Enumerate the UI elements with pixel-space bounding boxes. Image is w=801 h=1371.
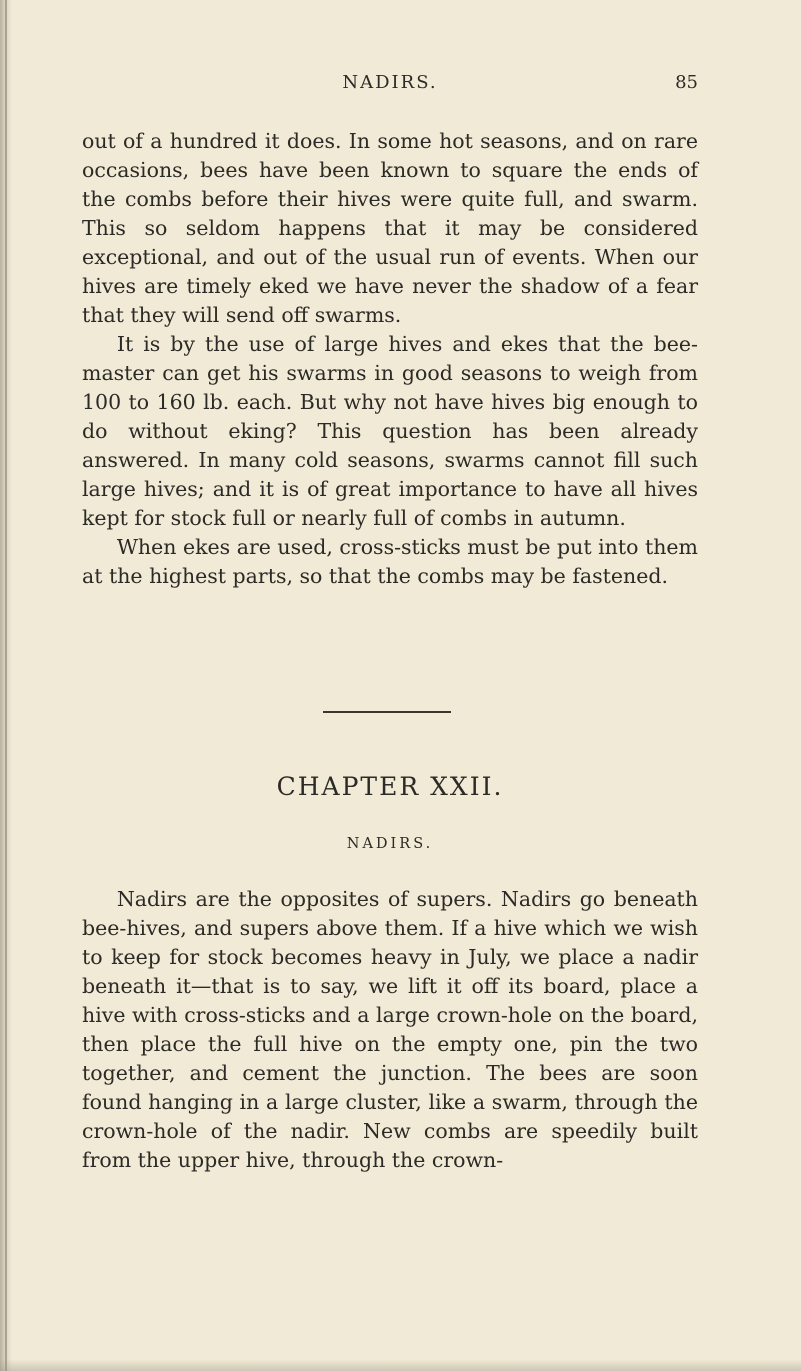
paragraph: out of a hundred it does. In some hot seasons, and on rare occasions, bees have been known to square the ends of the combs before their hives were quite full, and swarm. This so seldom happens that it may be considered exceptional, and out of the usual run of events. When our hives are timely eked we have never the shadow of a fear that they will send off swarms. [82, 129, 698, 327]
chapter-subtitle: NADIRS. [346, 836, 434, 852]
chapter-text [82, 885, 698, 1175]
paragraph: It is by the use of large hives and ekes that the bee-master can get his swarms in good seasons to weigh from 100 to 160 lb. each. But why not have hives big enough to do without eking? This question has been already answered. In many cold seasons, swarms cannot fill such large hives; and it is of great importance to have all hives kept for stock full or nearly full of combs in autumn. [82, 332, 698, 530]
running-title: NADIRS. [342, 72, 438, 93]
page-binding-line [5, 0, 7, 1371]
running-head [82, 72, 698, 106]
section-divider-rule [323, 711, 451, 713]
chapter-title: CHAPTER XXII. [276, 772, 504, 801]
page-bottom-shadow [0, 1359, 801, 1371]
page-number: 85 [675, 72, 698, 93]
paragraph: When ekes are used, cross-sticks must be put into them at the highest parts, so that the combs may be fastened. [82, 535, 698, 588]
continuation-text [82, 127, 698, 591]
paragraph: Nadirs are the opposites of supers. Nadirs go beneath bee-hives, and supers above them. If a hive which we wish to keep for stock becomes heavy in July, we place a nadir beneath it—that is to say, we lift it off its board, place a hive with cross-sticks and a large crown-hole on the board, then place the full hive on the empty one, pin the two together, and cement the junction. The bees are soon found hanging in a large cluster, like a swarm, through the crown-hole of the nadir. New combs are speedily built from the upper hive, through the crown- [82, 887, 698, 1172]
